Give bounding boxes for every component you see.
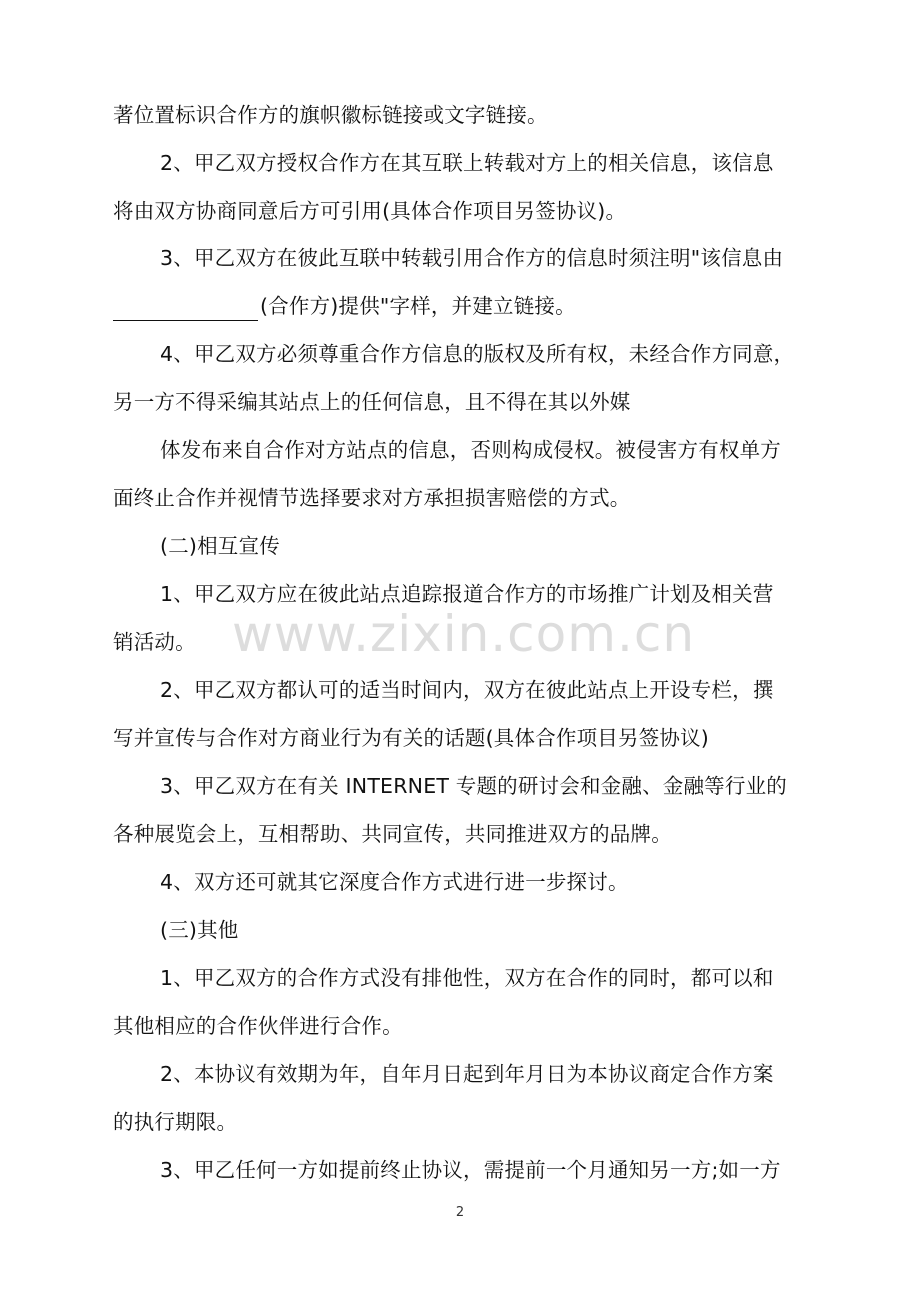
paragraph-line: 3、甲乙任何一方如提前终止协议，需提前一个月通知另一方;如一方 xyxy=(160,1158,781,1182)
paragraph-line: 的执行期限。 xyxy=(113,1110,238,1134)
paragraph-line: 写并宣传与合作对方商业行为有关的话题(具体合作项目另签协议) xyxy=(113,726,709,750)
section-heading: (二)相互宣传 xyxy=(160,534,280,558)
paragraph-line: 将由双方协商同意后方可引用(具体合作项目另签协议)。 xyxy=(113,199,627,223)
paragraph-line: 面终止合作并视情节选择要求对方承担损害赔偿的方式。 xyxy=(113,486,631,510)
paragraph-text: (合作方)提供"字样，并建立链接。 xyxy=(260,294,576,318)
page-number: 2 xyxy=(455,1205,465,1220)
paragraph-line: 各种展览会上，互相帮助、共同宣传，共同推进双方的品牌。 xyxy=(113,822,672,846)
paragraph-line: 其他相应的合作伙伴进行合作。 xyxy=(113,1014,403,1038)
paragraph-line: 2、本协议有效期为年，自年月日起到年月日为本协议商定合作方案 xyxy=(160,1062,774,1086)
paragraph-line: 4、甲乙双方必须尊重合作方信息的版权及所有权，未经合作方同意， xyxy=(160,342,795,366)
watermark: www.zixin.com.cn xyxy=(232,605,696,663)
paragraph-line: 体发布来自合作对方站点的信息，否则构成侵权。被侵害方有权单方 xyxy=(160,438,781,462)
paragraph-line: 著位置标识合作方的旗帜徽标链接或文字链接。 xyxy=(113,103,548,127)
paragraph-line: 另一方不得采编其站点上的任何信息，且不得在其以外媒 xyxy=(113,390,631,414)
paragraph-line: 3、甲乙双方在有关 INTERNET 专题的研讨会和金融、金融等行业的 xyxy=(160,774,787,798)
fill-in-blank xyxy=(113,298,258,321)
paragraph-line-with-blank xyxy=(113,291,576,321)
paragraph-line: 2、甲乙双方授权合作方在其互联上转载对方上的相关信息，该信息 xyxy=(160,151,774,175)
paragraph-line: 1、甲乙双方的合作方式没有排他性，双方在合作的同时，都可以和 xyxy=(160,966,774,990)
paragraph-line: 4、双方还可就其它深度合作方式进行进一步探讨。 xyxy=(160,870,629,894)
paragraph-line: 销活动。 xyxy=(113,630,196,654)
section-heading: (三)其他 xyxy=(160,918,239,942)
paragraph-line: 2、甲乙双方都认可的适当时间内，双方在彼此站点上开设专栏，撰 xyxy=(160,678,774,702)
paragraph-line: 3、甲乙双方在彼此互联中转载引用合作方的信息时须注明"该信息由 xyxy=(160,246,784,270)
paragraph-line: 1、甲乙双方应在彼此站点追踪报道合作方的市场推广计划及相关营 xyxy=(160,582,774,606)
